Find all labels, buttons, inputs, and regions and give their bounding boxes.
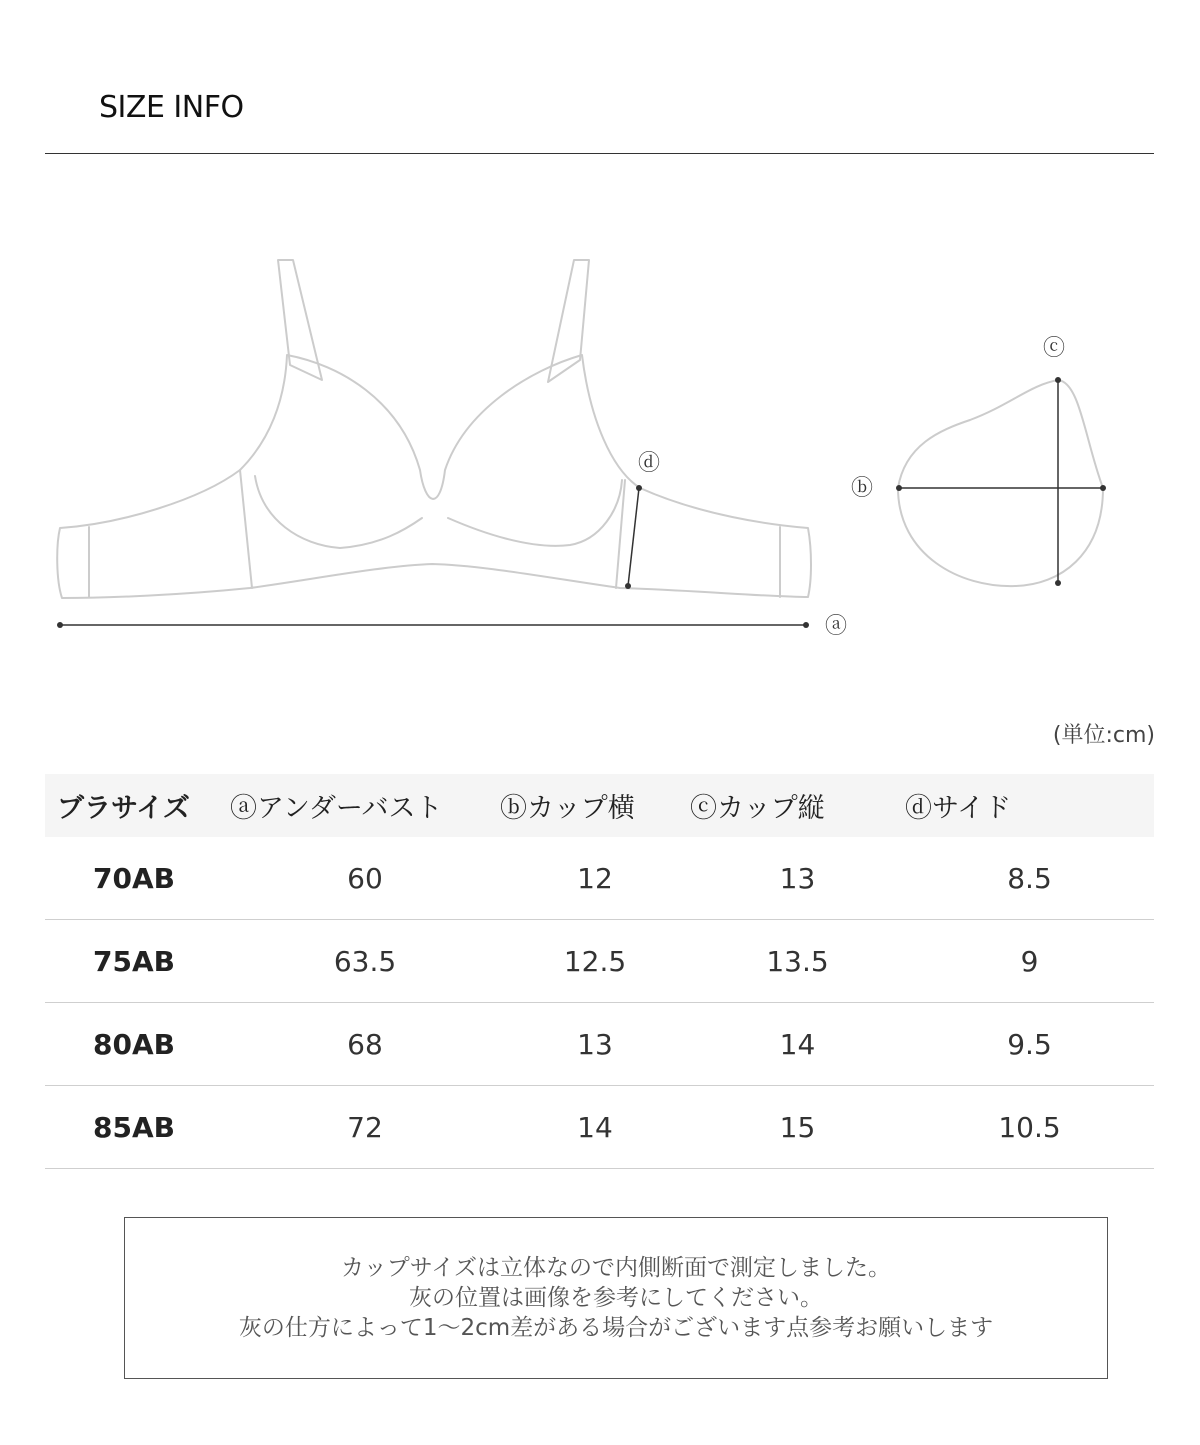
- header-cup-width: ⓑカップ横: [500, 774, 690, 837]
- measurement-note-box: [124, 1217, 1108, 1379]
- left-cup-seam: [255, 476, 422, 548]
- cell-cup-width: 13: [500, 1003, 690, 1086]
- measure-a-start-dot: [57, 622, 63, 628]
- header-bra-size: ブラサイズ: [45, 774, 230, 837]
- right-side-seam: [616, 480, 625, 588]
- table-row: [45, 1086, 1154, 1169]
- cup-outline: [898, 380, 1103, 586]
- measure-a-end-dot: [803, 622, 809, 628]
- cell-cup-height: 13.5: [690, 920, 905, 1003]
- cell-size: 70AB: [45, 837, 230, 920]
- measure-d-line: [628, 488, 639, 586]
- note-line: カップサイズは立体なので内側断面で測定しました。: [341, 1255, 891, 1281]
- cell-size: 85AB: [45, 1086, 230, 1169]
- label-c: ⓒ: [1043, 336, 1066, 361]
- cell-side: 9.5: [905, 1003, 1154, 1086]
- cell-under-bust: 68: [230, 1003, 500, 1086]
- label-b: ⓑ: [851, 476, 874, 501]
- cell-cup-height: 14: [690, 1003, 905, 1086]
- bra-illustration: [57, 260, 1103, 598]
- table-row: [45, 920, 1154, 1003]
- header-under-bust: ⓐアンダーバスト: [230, 774, 500, 837]
- table-header-row: [45, 774, 1154, 837]
- measure-c-bottom-dot: [1055, 580, 1061, 586]
- cell-size: 80AB: [45, 1003, 230, 1086]
- bra-outline: [57, 355, 811, 598]
- cell-cup-width: 12: [500, 837, 690, 920]
- note-line: 灰の位置は画像を参考にしてください。: [409, 1285, 823, 1311]
- unit-label: (単位:cm): [1052, 723, 1155, 748]
- cell-side: 8.5: [905, 837, 1154, 920]
- right-cup-seam: [448, 480, 622, 546]
- measure-b-right-dot: [1100, 485, 1106, 491]
- cell-under-bust: 72: [230, 1086, 500, 1169]
- left-side-seam: [240, 470, 252, 588]
- cell-cup-height: 15: [690, 1086, 905, 1169]
- measure-d-top-dot: [636, 485, 642, 491]
- cell-cup-width: 12.5: [500, 920, 690, 1003]
- cell-cup-height: 13: [690, 837, 905, 920]
- size-table: [45, 774, 1154, 1169]
- measure-c-top-dot: [1055, 377, 1061, 383]
- size-diagram: [0, 0, 1200, 700]
- note-line: 灰の仕方によって1～2cm差がある場合がございます点参考お願いします: [238, 1315, 994, 1341]
- cell-cup-width: 14: [500, 1086, 690, 1169]
- measure-b-left-dot: [896, 485, 902, 491]
- measure-d-bottom-dot: [625, 583, 631, 589]
- header-cup-height: ⓒカップ縦: [690, 774, 905, 837]
- label-d: ⓓ: [638, 451, 661, 476]
- label-a: ⓐ: [825, 614, 848, 639]
- cell-side: 10.5: [905, 1086, 1154, 1169]
- page-title: SIZE INFO: [99, 90, 244, 125]
- table-row: [45, 1003, 1154, 1086]
- cell-size: 75AB: [45, 920, 230, 1003]
- cell-side: 9: [905, 920, 1154, 1003]
- table-row: [45, 837, 1154, 920]
- cell-under-bust: 60: [230, 837, 500, 920]
- cell-under-bust: 63.5: [230, 920, 500, 1003]
- header-side: ⓓサイド: [905, 774, 1154, 837]
